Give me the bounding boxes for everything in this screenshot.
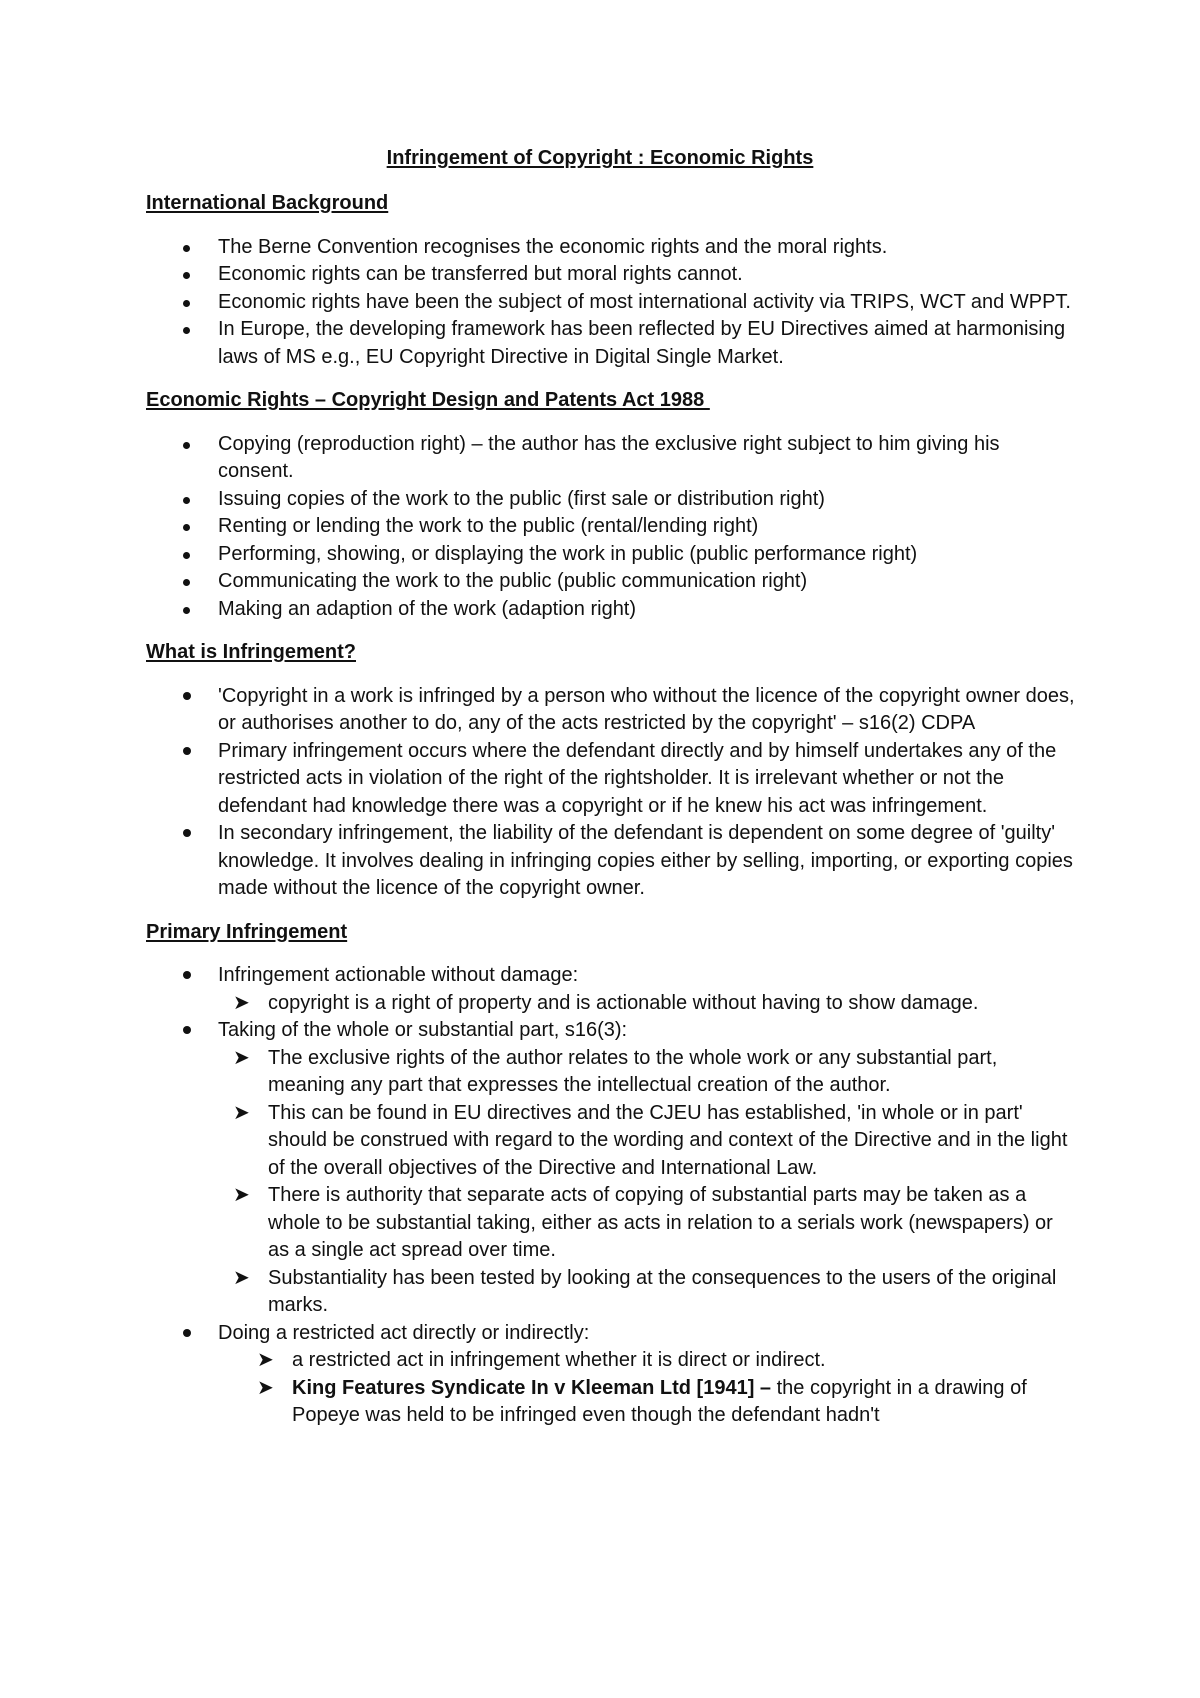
section-heading-what-is-infringement: What is Infringement? (146, 641, 356, 663)
list-item: Doing a restricted act directly or indirectly: ➤ a restricted act in infringement whether it is direct or indirect. ➤ King Features Syndicate In v Kleeman Ltd [1941] – the copyright in a drawing of Popeye was held to be infringed even though the defendant hadn't (146, 1320, 1076, 1430)
list-item: Communicating the work to the public (public communication right) (146, 568, 1076, 596)
section-heading-economic-rights: Economic Rights – Copyright Design and Patents Act 1988 (146, 389, 710, 411)
list-item: Making an adaption of the work (adaption right) (146, 596, 1076, 624)
bullet-icon (183, 524, 190, 531)
bullet-list-economic-rights (146, 431, 1076, 624)
bullet-icon (183, 747, 191, 755)
case-name: King Features Syndicate In v Kleeman Ltd [1941] – (292, 1376, 772, 1399)
list-item: Infringement actionable without damage: ➤ copyright is a right of property and is actionable without having to show damage. (146, 962, 1076, 1017)
arrowhead-bullet-icon: ➤ (257, 1349, 274, 1371)
bullet-icon (183, 552, 190, 559)
list-item: Issuing copies of the work to the public (first sale or distribution right) (146, 486, 1076, 514)
bullet-icon (183, 300, 190, 307)
list-item: Economic rights can be transferred but moral rights cannot. (146, 261, 1076, 289)
bullet-icon (183, 607, 190, 614)
bullet-icon (183, 1026, 191, 1034)
list-item: Taking of the whole or substantial part, s16(3): ➤ The exclusive rights of the author relates to the whole work or any substantial part, meaning any part that expresses the intellectual creation of the author. ➤ This can be found in EU directives and the CJEU has established, 'in whole or in part' should be construed with regard to the wording and context of the Directive and in the light of the overall objectives of the Directive and International Law. ➤ There is authority that separate acts of copying of substantial parts may be taken as a whole to be substantial taking, either as acts in relation to a serials work (newspapers) or as a single act spread over time. ➤ Substantiality has been tested by looking at the consequences to the users of the original marks. (146, 1017, 1076, 1320)
sub-list-item: ➤ Substantiality has been tested by looking at the consequences to the users of the original marks. (233, 1266, 1057, 1316)
document-body (146, 190, 1076, 1446)
bullet-icon (183, 692, 191, 700)
sub-list (218, 990, 1076, 1018)
arrowhead-bullet-icon: ➤ (233, 1184, 250, 1206)
list-item: Renting or lending the work to the public (rental/lending right) (146, 513, 1076, 541)
bullet-icon (183, 1329, 191, 1337)
case-list-item (218, 1375, 1076, 1430)
bullet-icon (183, 272, 190, 279)
sub-list (218, 1347, 1076, 1430)
bullet-icon (183, 442, 190, 449)
sub-list-item: ➤ There is authority that separate acts of copying of substantial parts may be taken as a whole to be substantial taking, either as acts in relation to a serials work (newspapers) or as a single act spread over time. (233, 1184, 1053, 1261)
bullet-icon (183, 579, 190, 586)
case-text: the copyright in a drawing of Popeye was held to be infringed even though the defendant hadn't (292, 1376, 1027, 1426)
arrowhead-bullet-icon: ➤ (233, 1101, 250, 1124)
arrowhead-bullet-icon: ➤ (233, 1266, 250, 1289)
list-item: Primary infringement occurs where the defendant directly and by himself undertakes any of the restricted acts in violation of the right of the rightsholder. It is irrelevant whether or not the defendant had knowledge there was a copyright or if he knew his act was infringement. (146, 738, 1076, 821)
bullet-icon (183, 245, 190, 252)
sub-list-item: ➤ a restricted act in infringement whether it is direct or indirect. (218, 1347, 1076, 1375)
bullet-icon (183, 497, 190, 504)
bullet-icon (183, 971, 191, 979)
section-heading-international-background: International Background (146, 192, 389, 214)
bullet-icon (183, 327, 190, 334)
sub-list (218, 1045, 1076, 1320)
arrowhead-bullet-icon: ➤ (233, 1046, 250, 1069)
list-item: Economic rights have been the subject of most international activity via TRIPS, WCT and WPPT. (146, 289, 1076, 317)
list-item: Copying (reproduction right) – the author has the exclusive right subject to him giving his consent. (146, 431, 1076, 486)
list-item: The Berne Convention recognises the economic rights and the moral rights. (146, 234, 1076, 262)
list-item: In secondary infringement, the liability of the defendant is dependent on some degree of 'guilty' knowledge. It involves dealing in infringing copies either by selling, importing, or exporting copies made without the licence of the copyright owner. (146, 820, 1076, 903)
sub-list-item: ➤ The exclusive rights of the author relates to the whole work or any substantial part, meaning any part that expresses the intellectual creation of the author. (233, 1046, 998, 1096)
section-heading-primary-infringement: Primary Infringement (146, 920, 348, 943)
arrowhead-bullet-icon: ➤ (233, 991, 250, 1014)
list-item: Performing, showing, or displaying the work in public (public performance right) (146, 541, 1076, 569)
list-item: 'Copyright in a work is infringed by a person who without the licence of the copyright owner does, or authorises another to do, any of the acts restricted by the copyright' – s16(2) CDPA (146, 683, 1076, 738)
arrowhead-bullet-icon: ➤ (257, 1376, 274, 1399)
bullet-list-what-is-infringement (146, 683, 1076, 903)
bullet-icon (183, 829, 191, 837)
sub-list-item: ➤ copyright is a right of property and is actionable without having to show damage. (218, 990, 1076, 1018)
list-item: In Europe, the developing framework has been reflected by EU Directives aimed at harmonising laws of MS e.g., EU Copyright Directive in Digital Single Market. (146, 316, 1076, 371)
bullet-list-international-background (146, 234, 1076, 372)
bullet-list-primary-infringement (146, 962, 1076, 1430)
document-title: Infringement of Copyright : Economic Rights (386, 147, 814, 169)
sub-list-item: ➤ This can be found in EU directives and the CJEU has established, 'in whole or in part' should be construed with regard to the wording and context of the Directive and in the light of the overall objectives of the Directive and International Law. (233, 1101, 1068, 1179)
